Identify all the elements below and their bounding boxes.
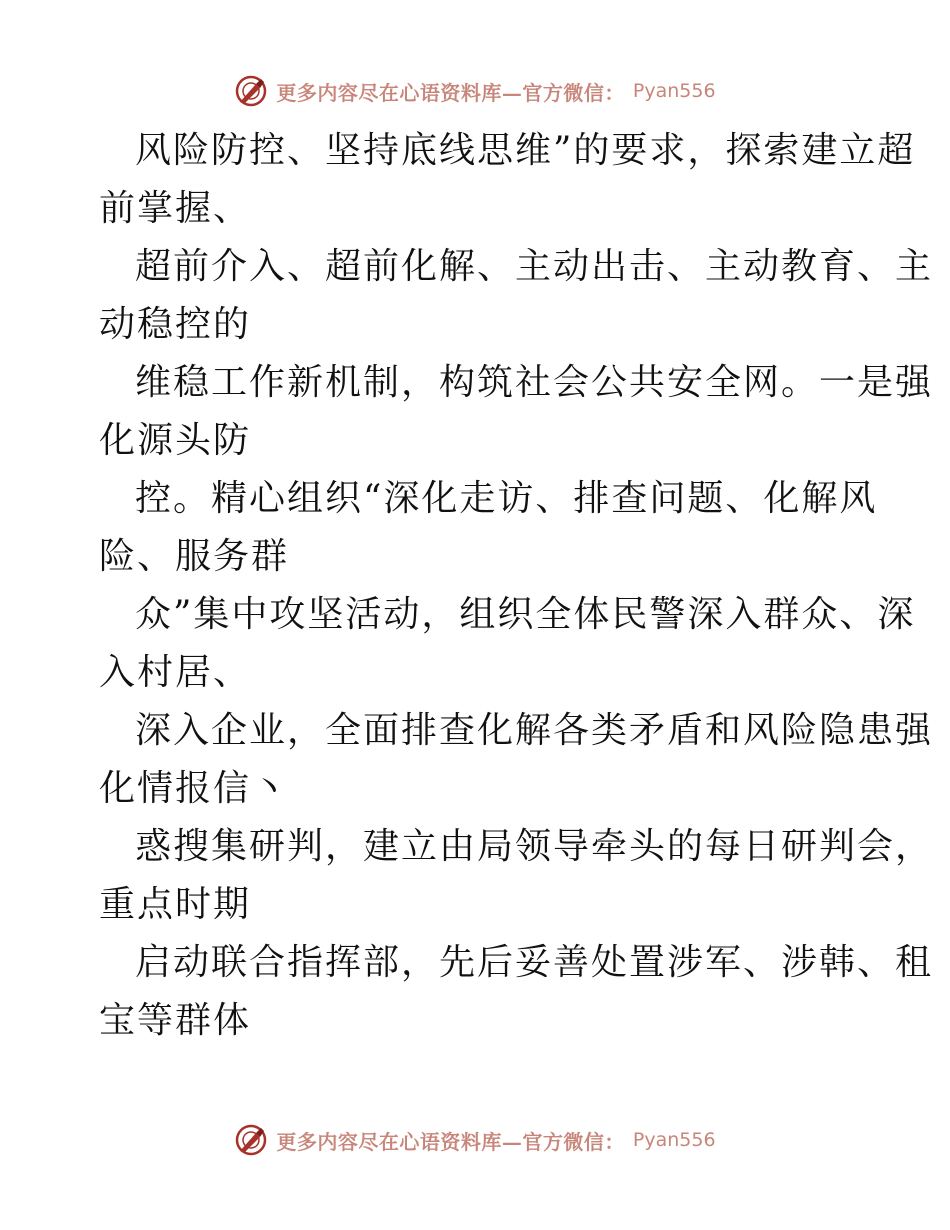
text-line: 重点时期 <box>99 884 252 925</box>
banner-text: 更多内容尽在心语资料库—官方微信： <box>276 80 625 105</box>
pen-logo-icon <box>234 1123 268 1157</box>
pen-logo-icon <box>234 74 268 108</box>
text-line: 维稳工作新机制，构筑社会公共安全网。一是强 <box>135 362 934 403</box>
text-line: 化源头防 <box>99 420 252 461</box>
text-line: 深入企业，全面排查化解各类矛盾和风险隐患强 <box>135 710 934 751</box>
wechat-id: Pyan556 <box>632 80 716 102</box>
text-line: 动稳控的 <box>99 304 252 345</box>
text-line: 众”集中攻坚活动，组织全体民警深入群众、深 <box>135 594 916 635</box>
text-line: 启动联合指挥部，先后妥善处置涉军、涉韩、租 <box>135 942 934 983</box>
text-line: 超前介入、超前化解、主动出击、主动教育、主 <box>135 246 934 287</box>
text-line: 险、服务群 <box>99 536 290 577</box>
banner-text: 更多内容尽在心语资料库—官方微信： <box>276 1129 625 1154</box>
text-line: 惑搜集研判，建立由局领导牵头的每日研判会， <box>135 826 934 867</box>
top-watermark-banner <box>0 71 950 111</box>
document-body <box>99 122 934 1050</box>
text-line: 前掌握、 <box>99 188 252 229</box>
text-line: 宝等群体 <box>99 1000 252 1041</box>
wechat-id: Pyan556 <box>632 1129 716 1151</box>
text-line: 化情报信丶 <box>99 768 290 809</box>
bottom-watermark-banner <box>0 1120 950 1160</box>
text-line: 控。精心组织“深化走访、排查问题、化解风 <box>135 478 878 519</box>
text-line: 风险防控、坚持底线思维”的要求，探索建立超 <box>135 130 916 171</box>
text-line: 入村居、 <box>99 652 252 693</box>
